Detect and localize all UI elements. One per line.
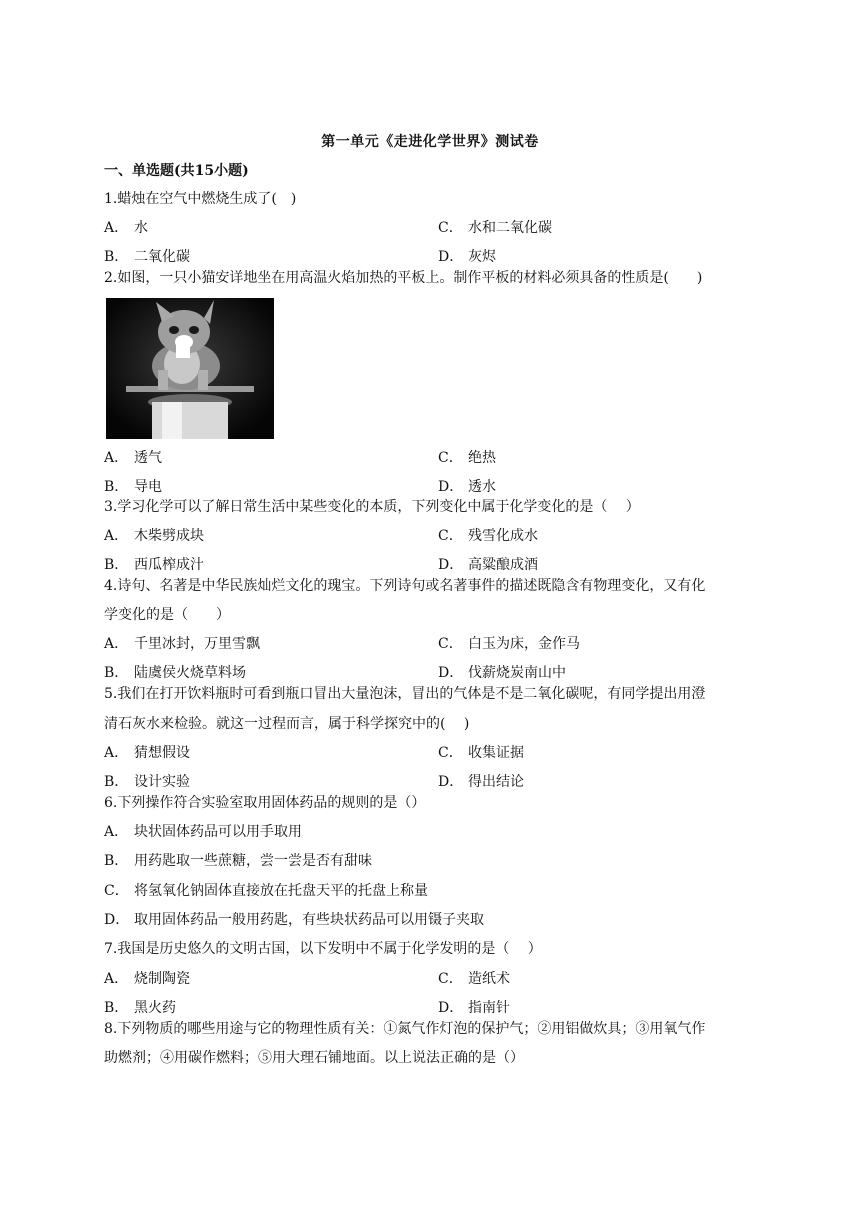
question-3-option-c[interactable]: C． 残雪化成水 xyxy=(438,528,538,544)
question-5-stem-line-1: 5.我们在打开饮料瓶时可看到瓶口冒出大量泡沫，冒出的气体是不是二氧化碳呢，有同学提出用澄 xyxy=(104,686,706,702)
question-1-stem: 1.蜡烛在空气中燃烧生成了( ) xyxy=(104,191,297,207)
question-4-option-d[interactable]: D． 伐薪烧炭南山中 xyxy=(438,665,566,681)
question-4-option-b[interactable]: B． 陆虞侯火烧草料场 xyxy=(104,665,246,681)
question-4-stem-line-1: 4.诗句、名著是中华民族灿烂文化的瑰宝。下列诗句或名著事件的描述既隐含有物理变化，又有化 xyxy=(104,578,706,594)
question-4-stem-line-2: 学变化的是（ ） xyxy=(104,607,230,623)
question-5-stem-line-2: 清石灰水来检验。就这一过程而言，属于科学探究中的( ) xyxy=(104,716,470,732)
question-2-option-a[interactable]: A． 透气 xyxy=(104,450,162,466)
question-3-option-d[interactable]: D． 高粱酿成酒 xyxy=(438,557,538,573)
question-2-stem: 2.如图，一只小猫安详地坐在用高温火焰加热的平板上。制作平板的材料必须具备的性质是( ) xyxy=(104,270,703,286)
question-3-option-b[interactable]: B． 西瓜榨成汁 xyxy=(104,557,204,573)
question-7-option-d[interactable]: D． 指南针 xyxy=(438,1000,510,1016)
question-4-option-a[interactable]: A． 千里冰封，万里雪飘 xyxy=(104,636,260,652)
question-8-stem-line-1: 8.下列物质的哪些用途与它的物理性质有关：①氮气作灯泡的保护气；②用铝做炊具；③用氧气作 xyxy=(104,1021,706,1037)
question-6-stem: 6.下列操作符合实验室取用固体药品的规则的是（） xyxy=(104,795,426,811)
question-6-option-c[interactable]: C． 将氢氧化钠固体直接放在托盘天平的托盘上称量 xyxy=(104,883,428,899)
question-1-option-d[interactable]: D． 灰烬 xyxy=(438,249,496,265)
page-title: 第一单元《走进化学世界》测试卷 xyxy=(321,134,539,150)
question-2-option-d[interactable]: D． 透水 xyxy=(438,479,496,495)
question-3-stem: 3.学习化学可以了解日常生活中某些变化的本质，下列变化中属于化学变化的是（ ） xyxy=(104,499,640,515)
question-6-option-b[interactable]: B． 用药匙取一些蔗糖，尝一尝是否有甜味 xyxy=(104,853,372,869)
section-heading: 一、单选题(共15小题) xyxy=(104,163,249,179)
question-5-option-b[interactable]: B． 设计实验 xyxy=(104,774,190,790)
question-4-option-c[interactable]: C． 白玉为床，金作马 xyxy=(438,636,580,652)
question-1-option-a[interactable]: A． 水 xyxy=(104,220,148,236)
kitten-on-plate-image xyxy=(106,298,274,439)
question-7-option-b[interactable]: B． 黑火药 xyxy=(104,1000,176,1016)
question-1-option-b[interactable]: B． 二氧化碳 xyxy=(104,249,190,265)
question-5-option-a[interactable]: A． 猜想假设 xyxy=(104,745,190,761)
question-1-option-c[interactable]: C． 水和二氧化碳 xyxy=(438,220,552,236)
question-7-option-a[interactable]: A． 烧制陶瓷 xyxy=(104,971,190,987)
question-5-option-d[interactable]: D． 得出结论 xyxy=(438,774,524,790)
question-5-option-c[interactable]: C． 收集证据 xyxy=(438,745,524,761)
kitten-illustration xyxy=(106,298,274,439)
question-2-option-c[interactable]: C． 绝热 xyxy=(438,450,496,466)
question-6-option-a[interactable]: A． 块状固体药品可以用手取用 xyxy=(104,824,302,840)
question-6-option-d[interactable]: D． 取用固体药品一般用药匙，有些块状药品可以用镊子夹取 xyxy=(104,912,484,928)
question-3-option-a[interactable]: A． 木柴劈成块 xyxy=(104,528,204,544)
question-7-stem: 7.我国是历史悠久的文明古国，以下发明中不属于化学发明的是（ ） xyxy=(104,941,542,957)
question-7-option-c[interactable]: C． 造纸术 xyxy=(438,971,510,987)
question-2-option-b[interactable]: B． 导电 xyxy=(104,479,162,495)
question-8-stem-line-2: 助燃剂；④用碳作燃料；⑤用大理石铺地面。以上说法正确的是（） xyxy=(104,1050,524,1066)
